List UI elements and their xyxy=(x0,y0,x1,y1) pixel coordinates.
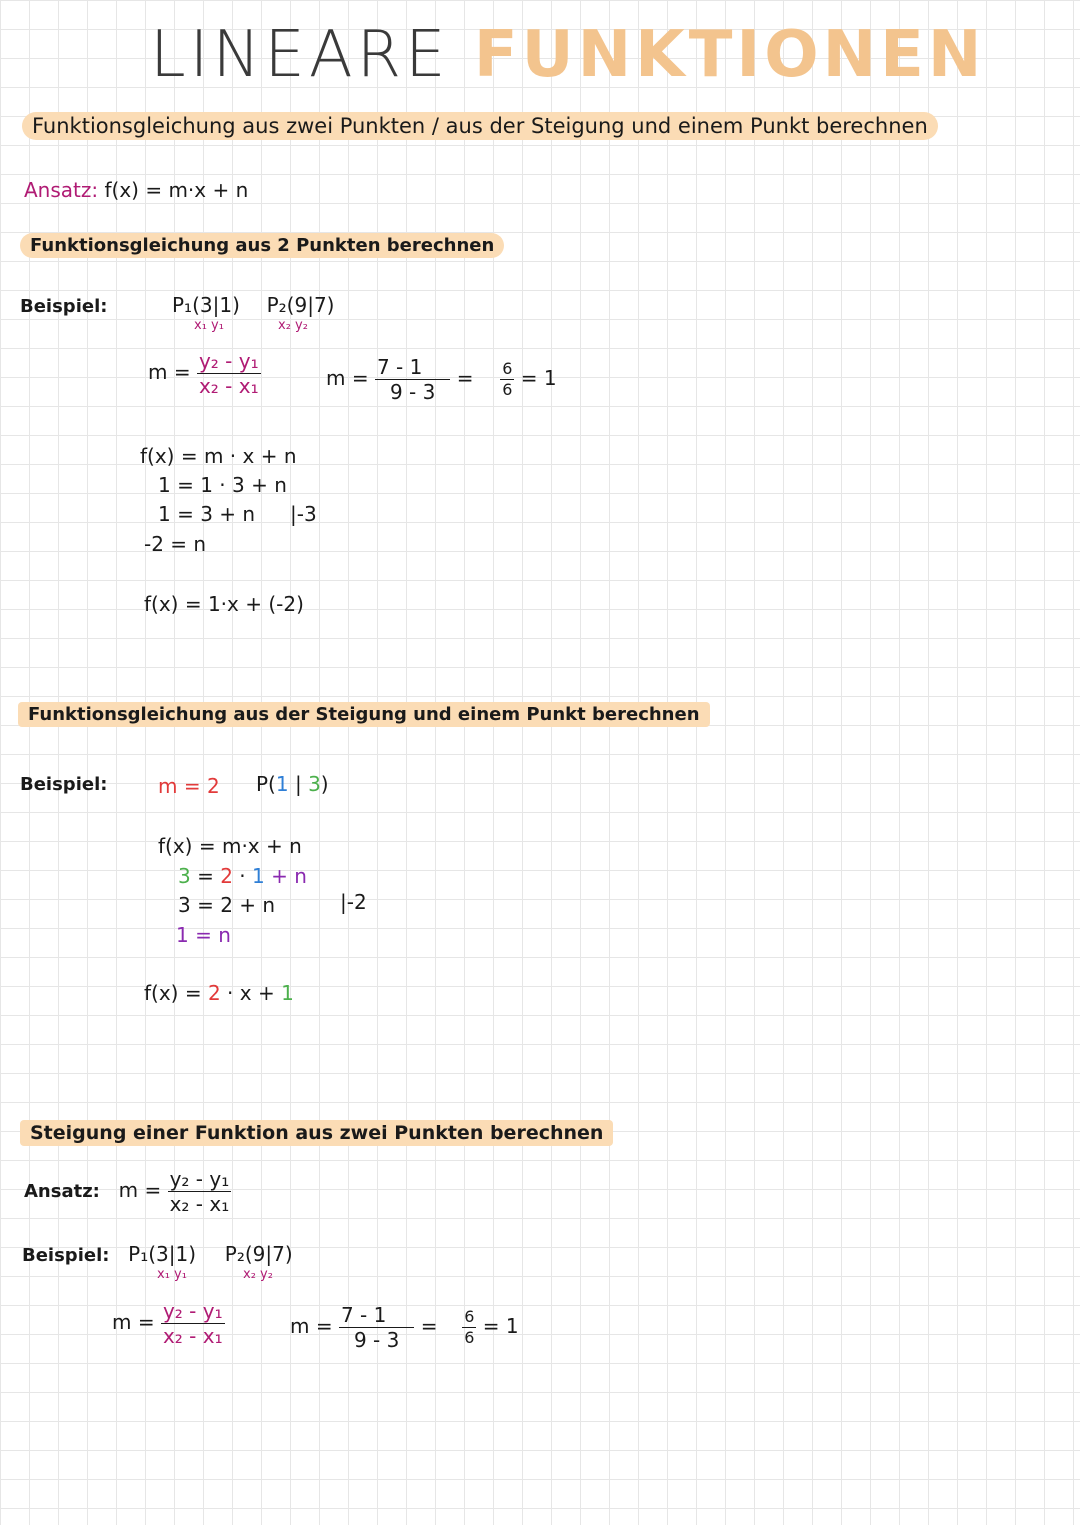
section2-m-formula: m = $\frac{\text{y₂ - y₁}}{\text{x₂ - x₁}}$ xyxy=(148,349,259,398)
section4-m-calc: m = $\frac{7 - 1}{9 - 3}$ = $\frac{6}{6}$ = 1 xyxy=(290,1303,519,1352)
section2-line2: 1 = 1 · 3 + n xyxy=(158,473,287,497)
s4-p1-sub-labels: x₁ y₁ xyxy=(157,1267,187,1282)
section3-point: P(1 | 3) xyxy=(256,772,329,796)
section2-result: f(x) = 1·x + (-2) xyxy=(144,592,304,616)
section2-beispiel-label: Beispiel: xyxy=(20,296,108,317)
p1-sub-labels: x₁ y₁ xyxy=(194,318,224,333)
section2-line4: -2 = n xyxy=(144,532,207,556)
s4-point-p1: P₁(3|1) xyxy=(128,1242,197,1266)
point-p1: P₁(3|1) xyxy=(172,293,240,317)
section4-m-formula: m = $\frac{\text{y₂ - y₁}}{\text{x₂ - x₁}}$ xyxy=(112,1299,223,1348)
section3-line3: 3 = 2 + n xyxy=(178,893,276,917)
section2-m-calc: m = $\frac{7 - 1}{9 - 3}$ = $\frac{6}{6}$ = 1 xyxy=(326,355,557,404)
s4-point-p2: P₂(9|7) xyxy=(224,1242,293,1266)
s4-p2-sub-labels: x₂ y₂ xyxy=(243,1267,273,1282)
section2-heading: Funktionsgleichung aus 2 Punkten berechnen xyxy=(20,235,504,256)
section1-ansatz xyxy=(24,178,248,202)
section4-heading: Steigung einer Funktion aus zwei Punkten berechnen xyxy=(20,1122,613,1144)
point-p2: P₂(9|7) xyxy=(266,293,335,317)
section3-heading: Funktionsgleichung aus der Steigung und einem Punkt berechnen xyxy=(18,704,710,725)
p2-sub-labels: x₂ y₂ xyxy=(278,318,308,333)
title-part2: FUNKTIONEN xyxy=(473,18,986,92)
section3-result: f(x) = 2 · x + 1 xyxy=(144,981,294,1005)
section2-line3-op: |-3 xyxy=(290,502,317,526)
section3-line1: f(x) = m·x + n xyxy=(158,834,302,858)
section2-line3: 1 = 3 + n xyxy=(158,502,256,526)
section3-line3-op: |-2 xyxy=(340,890,367,914)
ansatz-label: Ansatz: xyxy=(24,178,99,202)
section1-heading: Funktionsgleichung aus zwei Punkten / aus der Steigung und einem Punkt berechnen xyxy=(22,114,938,138)
title-part1: LINEARE xyxy=(150,18,450,92)
section3-beispiel-label: Beispiel: xyxy=(20,774,108,795)
page-title xyxy=(150,18,985,92)
ansatz-formula: f(x) = m·x + n xyxy=(104,178,249,202)
section4-beispiel: Beispiel: P₁(3|1) P₂(9|7) xyxy=(22,1242,293,1266)
section4-ansatz: Ansatz: m = $\frac{\text{y₂ - y₁}}{\text{x₂ - x₁}}$ xyxy=(24,1167,230,1216)
section2-points xyxy=(172,293,334,317)
section2-line1: f(x) = m · x + n xyxy=(140,444,297,468)
section3-line2: 3 = 2 · 1 + n xyxy=(178,864,307,888)
section3-line4: 1 = n xyxy=(176,923,231,947)
section3-m-value: m = 2 xyxy=(158,774,220,798)
